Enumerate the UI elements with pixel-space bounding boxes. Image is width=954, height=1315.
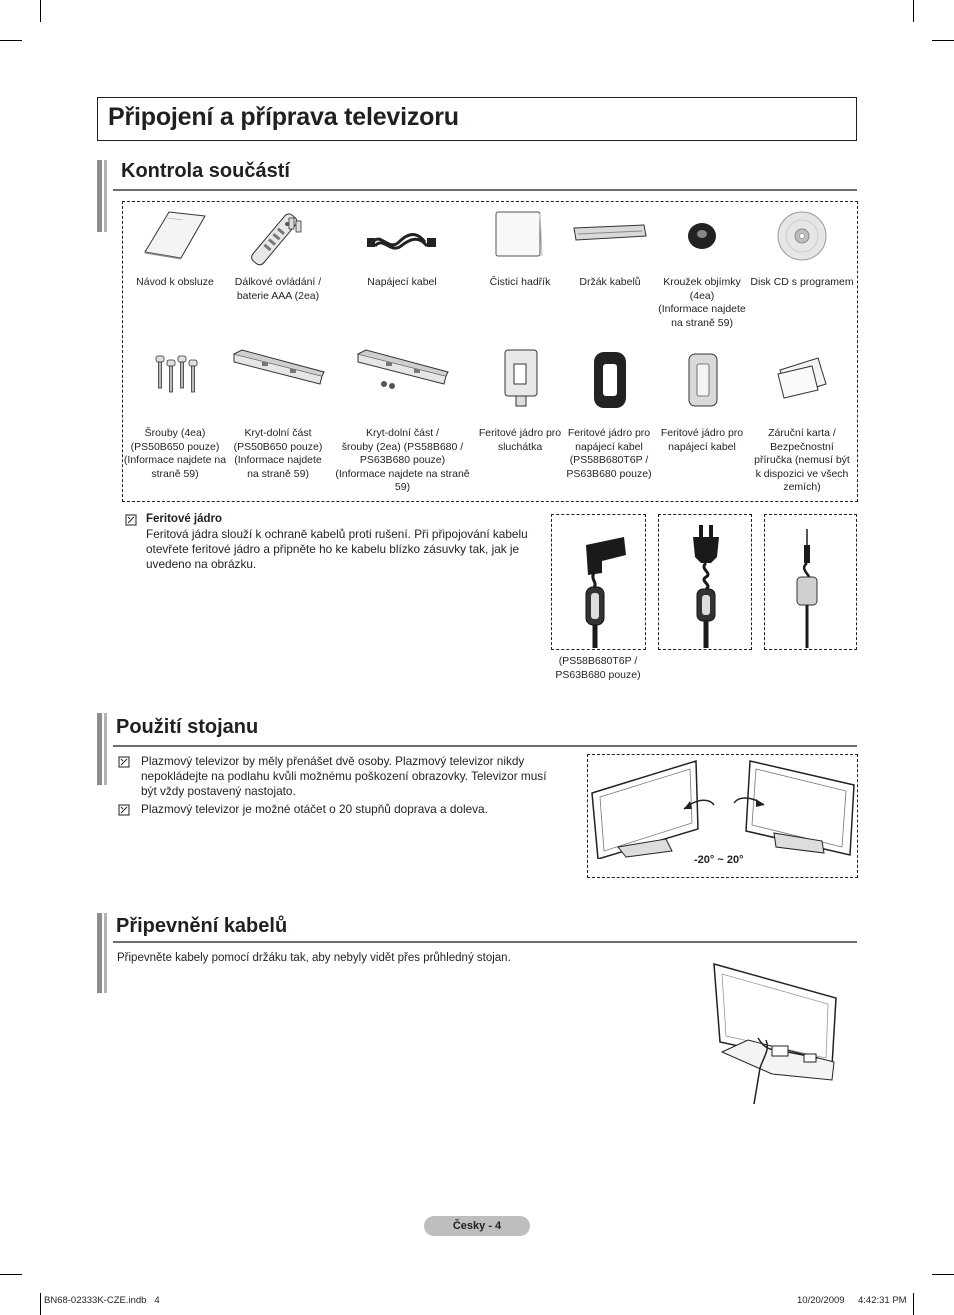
ferrite-headphone-plug-diagram: [765, 515, 855, 648]
section-title-stand: Použití stojanu: [116, 716, 259, 738]
component-label: k dispozici ve všech: [755, 467, 849, 480]
component-label: PS63B680 pouze): [359, 454, 446, 466]
component-label: Napájecí kabel: [367, 276, 437, 288]
page-number-badge: Česky - 4: [424, 1216, 530, 1236]
component-bottom-cover-screws: [330, 427, 475, 495]
ferrite-note-line: otevřete feritové jádro a připněte ho ke kabelu blízko zásuvky tak, jak je: [146, 542, 520, 556]
component-label: Feritové jádro pro: [660, 427, 744, 439]
component-label: Kryt-dolní část: [244, 427, 312, 439]
section-rule: [113, 189, 857, 191]
section-marker: [104, 713, 107, 785]
component-cable-holder: [565, 276, 655, 290]
component-warranty-card: [750, 427, 854, 495]
component-label: Feritové jádro pro: [478, 427, 562, 439]
component-label: Feritové jádro pro: [567, 427, 651, 439]
note-icon: [118, 756, 130, 768]
bottom-cover-screws-icon: [356, 348, 450, 392]
ferrite-angled-plug-diagram: [552, 515, 644, 648]
component-label: zemích): [783, 481, 821, 493]
component-ferrite-power-grey: [654, 427, 750, 454]
component-label: napájecí kabel: [575, 440, 643, 453]
ferrite-caption: [545, 655, 651, 682]
component-ferrite-power-black: [560, 427, 658, 481]
component-label: Disk CD s programem: [750, 276, 854, 288]
crop-mark: [40, 0, 41, 22]
component-label: příručka (nemusí být: [754, 454, 850, 466]
rotation-label: -20° ~ 20°: [694, 854, 744, 866]
component-label: (PS58B680T6P /: [569, 454, 649, 466]
bottom-cover-icon: [232, 348, 326, 388]
page-title: Připojení a příprava televizoru: [108, 103, 459, 131]
crop-mark: [913, 0, 914, 22]
crop-mark: [932, 40, 954, 41]
note-icon: [118, 804, 130, 816]
component-label: PS63B680 pouze): [566, 467, 652, 480]
ferrite-power-grey-icon: [686, 350, 720, 410]
note-icon: [125, 514, 137, 526]
component-label: (PS50B650 pouze): [130, 440, 220, 453]
crop-mark: [40, 1293, 41, 1315]
crop-mark: [0, 1274, 22, 1275]
component-label: Čisticí hadřík: [489, 276, 551, 288]
footer-time: 4:42:31 PM: [858, 1295, 907, 1306]
footer-file: BN68-02333K-CZE.indb 4: [44, 1295, 160, 1306]
component-label: (Informace najdete: [234, 454, 322, 466]
component-manual: [125, 276, 225, 290]
section-marker: [97, 713, 102, 785]
holder-ring-icon: [685, 220, 719, 252]
component-power-cable: [350, 276, 454, 290]
manual-icon: [143, 210, 209, 260]
section-title-cables: Připevnění kabelů: [116, 915, 288, 937]
rotation-diagram: [588, 755, 856, 859]
component-ferrite-headphone: [472, 427, 568, 454]
component-holder-ring: [652, 276, 752, 330]
component-label: (4ea): [689, 289, 715, 302]
component-label: 59): [394, 481, 411, 493]
warranty-card-icon: [776, 354, 830, 400]
component-label: napájecí kabel: [668, 440, 736, 453]
stand-note-line: být vždy postavený nastojato.: [141, 784, 296, 798]
component-label: Dálkové ovládání /: [234, 276, 322, 288]
cables-text: Připevněte kabely pomocí držáku tak, aby nebyly vidět přes průhledný stojan.: [117, 952, 511, 964]
component-label: Šrouby (4ea): [144, 427, 206, 439]
component-label: (Informace najdete: [658, 303, 746, 315]
crop-mark: [932, 1274, 954, 1275]
component-label: Bezpečnostní: [770, 440, 834, 453]
cable-mount-diagram: [708, 958, 842, 1104]
component-label: baterie AAA (2ea): [236, 289, 320, 302]
screws-icon: [150, 352, 202, 398]
cd-icon: [776, 210, 828, 262]
ferrite-caption-line: PS63B680 pouze): [555, 668, 641, 681]
component-label: šrouby (2ea) (PS58B680 /: [341, 440, 464, 453]
stand-note-rotation: Plazmový televizor je možné otáčet o 20 stupňů doprava a doleva.: [141, 802, 488, 816]
ferrite-note-heading: Feritové jádro: [146, 513, 223, 525]
component-cloth: [475, 276, 565, 290]
ferrite-note-line: uvedeno na obrázku.: [146, 557, 257, 571]
component-label: Kryt-dolní část /: [366, 427, 439, 439]
component-label: (PS50B650 pouze): [233, 440, 323, 453]
section-title-components: Kontrola součástí: [121, 160, 290, 182]
component-label: na straně 59): [247, 467, 309, 480]
cloth-icon: [493, 210, 545, 260]
section-marker: [97, 160, 102, 232]
component-label: Kroužek objímky: [663, 276, 741, 288]
component-label: Záruční karta /: [768, 427, 836, 439]
crop-mark: [0, 40, 22, 41]
component-label: (Informace najdete na: [123, 454, 227, 466]
component-remote: [226, 276, 330, 303]
component-label: straně 59): [151, 467, 199, 480]
section-rule: [113, 941, 857, 943]
component-bottom-cover: [228, 427, 328, 481]
component-label: Návod k obsluze: [136, 276, 214, 288]
component-label: Držák kabelů: [579, 276, 641, 288]
page-title-box: [97, 97, 857, 141]
power-cable-icon: [367, 228, 437, 256]
component-cd: [747, 276, 857, 290]
section-marker: [104, 160, 107, 232]
component-screws: [123, 427, 227, 481]
component-label: na straně 59): [671, 316, 733, 329]
ferrite-headphone-icon: [502, 346, 540, 410]
ferrite-note-line: Feritová jádra slouží k ochraně kabelů proti rušení. Při připojování kabelu: [146, 527, 528, 541]
section-rule: [113, 745, 857, 747]
cable-holder-icon: [572, 222, 648, 244]
remote-icon: [247, 208, 309, 270]
component-label: (Informace najdete na straně: [335, 467, 470, 480]
stand-note-line: nepokládejte na podlahu kvůli možnému poškození obrazovky. Televizor musí: [141, 769, 547, 783]
section-marker: [104, 913, 107, 993]
component-label: sluchátka: [497, 440, 543, 453]
ferrite-caption-line: (PS58B680T6P /: [558, 655, 638, 667]
ferrite-power-black-icon: [590, 348, 630, 412]
ferrite-straight-plug-diagram: [659, 515, 751, 648]
footer-date: 10/20/2009: [797, 1295, 845, 1306]
crop-mark: [913, 1293, 914, 1315]
section-marker: [97, 913, 102, 993]
stand-note-line: Plazmový televizor by měly přenášet dvě osoby. Plazmový televizor nikdy: [141, 754, 525, 768]
